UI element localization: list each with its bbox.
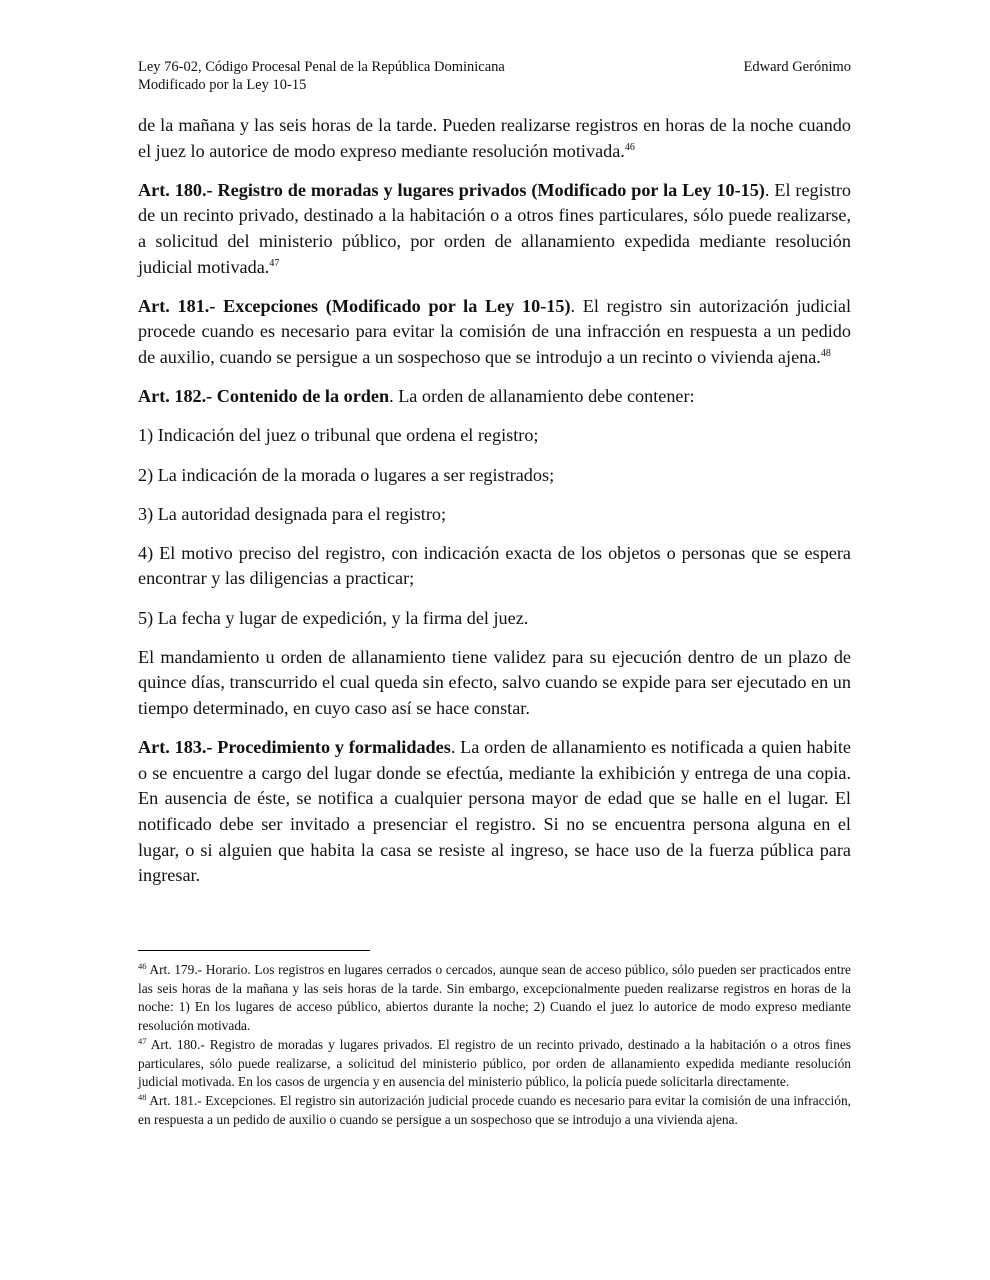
article-182	[138, 384, 851, 410]
footnote-ref[interactable]: 47	[269, 257, 280, 269]
footnote-ref[interactable]: 46	[624, 141, 635, 153]
article-heading: Art. 180.- Registro de moradas y lugares privados (Modificado por la Ley 10-15)	[138, 179, 765, 200]
list-item: 1) Indicación del juez o tribunal que ordena el registro;	[138, 425, 539, 446]
article-180	[138, 178, 851, 280]
footnote-text: Art. 179.- Horario. Los registros en lugares cerrados o cercados, aunque sean de acceso público, sólo pueden ser practicados entre las seis horas de la mañana y las seis horas de la tarde. Sin embargo, excepcionalmente pueden realizarse registros en horas de la noche: 1) En los lugares de acceso público, abiertos durante la noche; 2) Cuando el juez lo autorice de modo expreso mediante resolución motivada.	[138, 962, 851, 1034]
footnote	[138, 961, 851, 1036]
paragraph-continuation	[138, 113, 851, 164]
list-item: 4) El motivo preciso del registro, con indicación exacta de los objetos o personas que se espera encontrar y las diligencias a practicar;	[138, 542, 851, 589]
article-text: . El registro sin autorización judicial procede cuando es necesario para evitar la comisión de una infracción en respuesta a un pedido de auxilio, cuando se persigue a un sospechoso que se introdujo a un recinto o vivienda ajena.	[138, 295, 851, 367]
footnote-text: Art. 181.- Excepciones. El registro sin autorización judicial procede cuando es necesario para evitar la comisión de una infracción, en respuesta a un pedido de auxilio o cuando se persigue a un sospechoso que se introdujo a una vivienda ajena.	[138, 1092, 851, 1127]
page-header	[138, 58, 851, 94]
header-title: Ley 76-02, Código Procesal Penal de la República Dominicana	[138, 59, 505, 75]
article-heading: Art. 181.- Excepciones (Modificado por la Ley 10-15)	[138, 295, 571, 316]
document-body	[138, 113, 851, 902]
header-subtitle: Modificado por la Ley 10-15	[138, 77, 307, 93]
footnote-separator	[138, 950, 370, 951]
article-text: . La orden de allanamiento debe contener:	[389, 386, 695, 407]
paragraph-text: de la mañana y las seis horas de la tarde. Pueden realizarse registros en horas de la noche cuando el juez lo autorice de modo expreso mediante resolución motivada.	[138, 115, 851, 161]
footnote-number: 48	[138, 1091, 147, 1102]
article-text: . La orden de allanamiento es notificada a quien habite o se encuentre a cargo del lugar donde se efectúa, mediante la exhibición y entrega de una copia. En ausencia de éste, se notifica a cualquier persona mayor de edad que se halle en el lugar. El notificado debe ser invitado a presenciar el registro. Si no se encuentra persona alguna en el lugar, o si alguien que habita la casa se resiste al ingreso, se hace uso de la fuerza pública para ingresar.	[138, 737, 851, 886]
footnotes	[138, 961, 851, 1129]
list-item: 5) La fecha y lugar de expedición, y la firma del juez.	[138, 607, 529, 628]
footnote	[138, 1092, 851, 1129]
footnote-text: Art. 180.- Registro de moradas y lugares privados. El registro de un recinto privado, destinado a la habitación o a otros fines particulares, sólo puede realizarse, a solicitud del ministerio público, por orden de allanamiento expedida mediante resolución judicial motivada. En los casos de urgencia y en ausencia del ministerio público, la policía puede solicitarla directamente.	[138, 1036, 851, 1090]
article-heading: Art. 182.- Contenido de la orden	[138, 386, 390, 407]
footnote	[138, 1036, 851, 1092]
header-author: Edward Gerónimo	[743, 59, 851, 75]
article-text: . El registro de un recinto privado, destinado a la habitación o a otros fines particulares, sólo puede realizarse, a solicitud del ministerio público, por orden de allanamiento expedida mediante resolución judicial motivada.	[138, 179, 851, 277]
footnote-number: 47	[138, 1035, 147, 1046]
paragraph-validity: El mandamiento u orden de allanamiento tiene validez para su ejecución dentro de un plazo de quince días, transcurrido el cual queda sin efecto, salvo cuando se expide para ser ejecutado en un tiempo determinado, en cuyo caso así se hace constar.	[138, 646, 851, 719]
article-heading: Art. 183.- Procedimiento y formalidades	[138, 737, 451, 758]
footnote-number: 46	[138, 961, 147, 971]
article-181	[138, 294, 851, 371]
list-item: 3) La autoridad designada para el registro;	[138, 503, 447, 524]
list-item: 2) La indicación de la morada o lugares a ser registrados;	[138, 464, 555, 485]
footnote-ref[interactable]: 48	[820, 347, 831, 359]
article-183	[138, 735, 851, 889]
